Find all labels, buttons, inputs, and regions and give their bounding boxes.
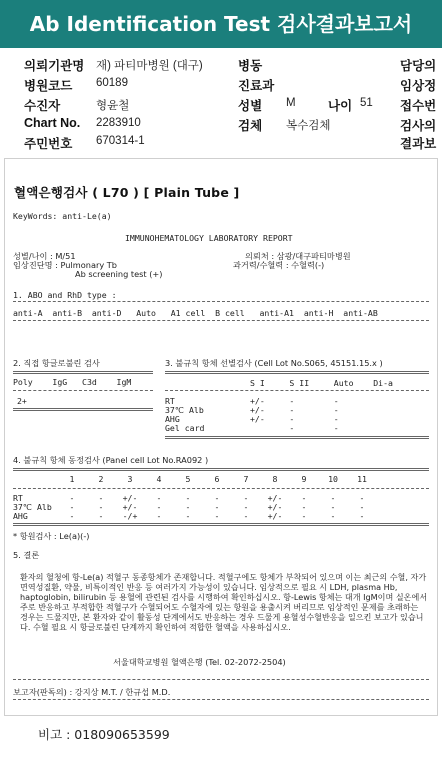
- section-4-cell: -: [330, 511, 336, 521]
- antigen-result: * 항원검사 : Le(a)(-): [13, 531, 90, 541]
- ward-label: 병동: [238, 59, 263, 73]
- section-4-cell: +/-: [267, 502, 283, 512]
- section-3-row-label: RT: [165, 396, 175, 406]
- divider: [165, 436, 429, 439]
- section-4-cell: -: [98, 502, 104, 512]
- section-4-column-header: 11: [357, 474, 367, 484]
- section-3-title: 3. 불규칙 항체 선별검사 (Cell Lot No.S065, 45151.15.x ): [165, 358, 383, 368]
- section-4-cell: -: [98, 511, 104, 521]
- section-4-cell: +/-: [122, 502, 138, 512]
- section-4-cell: -/+: [122, 511, 138, 521]
- section-4-cell: -: [330, 502, 336, 512]
- section-4-cell: -: [69, 493, 75, 503]
- specimen-label: 검체: [238, 119, 263, 133]
- chart-no-label: Chart No.: [24, 116, 81, 130]
- sex-age-line: 성별/나이 : M/51: [13, 251, 76, 261]
- section-4-column-header: 4: [156, 474, 162, 484]
- section-4-column-header: 8: [272, 474, 278, 484]
- divider: [13, 699, 429, 700]
- section-4-cell: -: [185, 511, 191, 521]
- section-4-cell: -: [243, 493, 249, 503]
- section-2-columns: Poly IgG C3d IgM: [13, 377, 132, 387]
- section-3-columns: S I S II Auto Di-a: [250, 378, 393, 388]
- section-4-column-header: 5: [185, 474, 191, 484]
- dept-label: 진료과: [238, 79, 275, 93]
- divider: [13, 390, 153, 391]
- section-5-title: 5. 결론: [13, 550, 40, 560]
- divider: [13, 320, 429, 321]
- section-4-cell: -: [359, 493, 365, 503]
- section-4-column-header: 10: [328, 474, 338, 484]
- referral-line: 의뢰처 : 삼광/대구파티마병원: [245, 251, 351, 261]
- section-4-row-label: AHG: [13, 511, 28, 521]
- sex-value: M: [286, 97, 296, 109]
- age-label: 나이: [328, 99, 353, 113]
- section-4-title: 4. 불규칙 항체 동정검사 (Panel cell Lot No.RA092 ): [13, 455, 209, 465]
- section-4-cell: -: [185, 502, 191, 512]
- section-3-row-label: AHG: [165, 414, 180, 424]
- section-4-cell: -: [359, 511, 365, 521]
- divider: [13, 301, 429, 302]
- section-4-column-header: 1: [69, 474, 75, 484]
- section-4-cell: -: [301, 493, 307, 503]
- section-4-cell: +/-: [267, 493, 283, 503]
- section-3-row-values: +/- - -: [250, 405, 339, 415]
- section-1-columns: anti-A anti-B anti-D Auto A1 cell B cell anti-A1 anti-H anti-AB: [13, 308, 378, 318]
- rrn-value: 670314-1: [96, 135, 145, 147]
- diagnosis-line: 임상진단명 : Pulmonary Tb: [13, 260, 117, 270]
- section-4-cell: -: [156, 493, 162, 503]
- right-label-2: 임상정: [400, 79, 437, 93]
- institution-label: 의뢰기관명: [24, 59, 85, 73]
- section-4-cell: -: [156, 511, 162, 521]
- right-label-4: 검사의: [400, 119, 437, 133]
- lab-contact: 서울대학교병원 혈액은행 (Tel. 02-2072-2504): [113, 657, 286, 667]
- section-3-row-values: +/- - -: [250, 414, 339, 424]
- section-4-cell: +/-: [267, 511, 283, 521]
- section-4-column-header: 2: [98, 474, 104, 484]
- remark-note: 비고 : 018090653599: [38, 727, 170, 742]
- section-4-row-label: 37℃ Alb: [13, 502, 52, 512]
- age-value: 51: [360, 97, 373, 109]
- section-2-title: 2. 직접 항글로불린 검사: [13, 358, 100, 368]
- institution-value: 재) 파티마병원 (대구): [96, 60, 203, 72]
- chart-no-value: 2283910: [96, 117, 141, 129]
- conclusion-text: 환자의 혈청에 항-Le(a) 적혈구 동종항체가 존재합니다. 적혈구에도 항체가 부착되어 있으며 이는 최근의 수혈, 자가면역성질환, 약물, 비특이적인 반응 등 여러가지 가능성이 있습니다. 임상적으로 필요 시 LDH, plasma Hb, haptoglobin, bilirubin 등 용혈에 관련된 검사를 시행하여 확인하십시오. 항-Lewis 항체는 대개 IgM이며 실온에서 주로 반응하고 부적합한 적혈구가 수혈되어도 수혈자에 있는 항원을 용출시켜 버리므로 임상적인 문제를 초래하는 경우는 드물지만, 본 환자와 같이 활동성 단계에서도 반응하는 경우 드물게 용혈성수혈반응을 일으킨 보고가 있습니다. 수혈 필요 시 항글로불린 단계까지 확인하여 적합한 혈액을 사용하십시오.: [20, 572, 428, 632]
- divider: [165, 390, 429, 391]
- section-4-cell: -: [214, 502, 220, 512]
- divider: [13, 488, 429, 489]
- section-4-column-header: 9: [301, 474, 307, 484]
- section-3-row-label: Gel card: [165, 423, 205, 433]
- patient-label: 수진자: [24, 99, 61, 113]
- section-4-cell: -: [185, 493, 191, 503]
- section-4-cell: -: [301, 511, 307, 521]
- section-4-cell: -: [69, 502, 75, 512]
- section-4-cell: -: [156, 502, 162, 512]
- section-4-cell: -: [214, 493, 220, 503]
- section-4-cell: +/-: [122, 493, 138, 503]
- keywords: KeyWords: anti-Le(a): [13, 211, 112, 221]
- hospital-code-value: 60189: [96, 77, 128, 89]
- right-label-3: 접수번: [400, 99, 437, 113]
- section-4-cell: -: [330, 493, 336, 503]
- report-title: 혈액은행검사 ( L70 ) [ Plain Tube ]: [14, 185, 240, 200]
- section-1-title: 1. ABO and RhD type :: [13, 290, 117, 300]
- divider: [165, 371, 429, 374]
- section-4-cell: -: [214, 511, 220, 521]
- section-4-column-header: 7: [243, 474, 249, 484]
- lab-report-image: [4, 158, 438, 716]
- section-4-cell: -: [69, 511, 75, 521]
- rrn-label: 주민번호: [24, 137, 73, 151]
- section-4-column-header: 3: [127, 474, 133, 484]
- section-4-cell: -: [243, 502, 249, 512]
- divider: [13, 679, 429, 680]
- reporter-line: 보고자(판독의) : 강지상 M.T. / 한규섭 M.D.: [13, 687, 171, 697]
- sex-label: 성별: [238, 99, 263, 113]
- patient-header: [0, 50, 442, 152]
- section-4-cell: -: [243, 511, 249, 521]
- section-4-column-header: 6: [214, 474, 220, 484]
- history-line: 과거력/수혈력 : 수혈력(-): [233, 260, 325, 270]
- section-3-row-label: 37℃ Alb: [165, 405, 204, 415]
- section-4-cell: -: [98, 493, 104, 503]
- section-2-value: 2+: [17, 396, 27, 406]
- divider: [13, 371, 153, 374]
- section-3-row-values: +/- - -: [250, 396, 339, 406]
- patient-value: 형윤철: [96, 100, 130, 112]
- hospital-code-label: 병원코드: [24, 79, 73, 93]
- specimen-value: 복수검체: [286, 120, 331, 132]
- report-title-banner: Ab Identification Test 검사결과보고서: [0, 0, 442, 48]
- right-label-1: 담당의: [400, 59, 437, 73]
- divider: [13, 408, 153, 411]
- divider: [13, 523, 429, 526]
- section-4-cell: -: [301, 502, 307, 512]
- section-4-cell: -: [359, 502, 365, 512]
- right-label-5: 결과보: [400, 137, 437, 151]
- section-3-row-values: - -: [250, 423, 339, 433]
- diagnosis-line-2: Ab screening test (+): [75, 269, 163, 279]
- divider: [13, 468, 429, 471]
- report-heading: IMMUNOHEMATOLOGY LABORATORY REPORT: [125, 233, 293, 243]
- section-4-row-label: RT: [13, 493, 23, 503]
